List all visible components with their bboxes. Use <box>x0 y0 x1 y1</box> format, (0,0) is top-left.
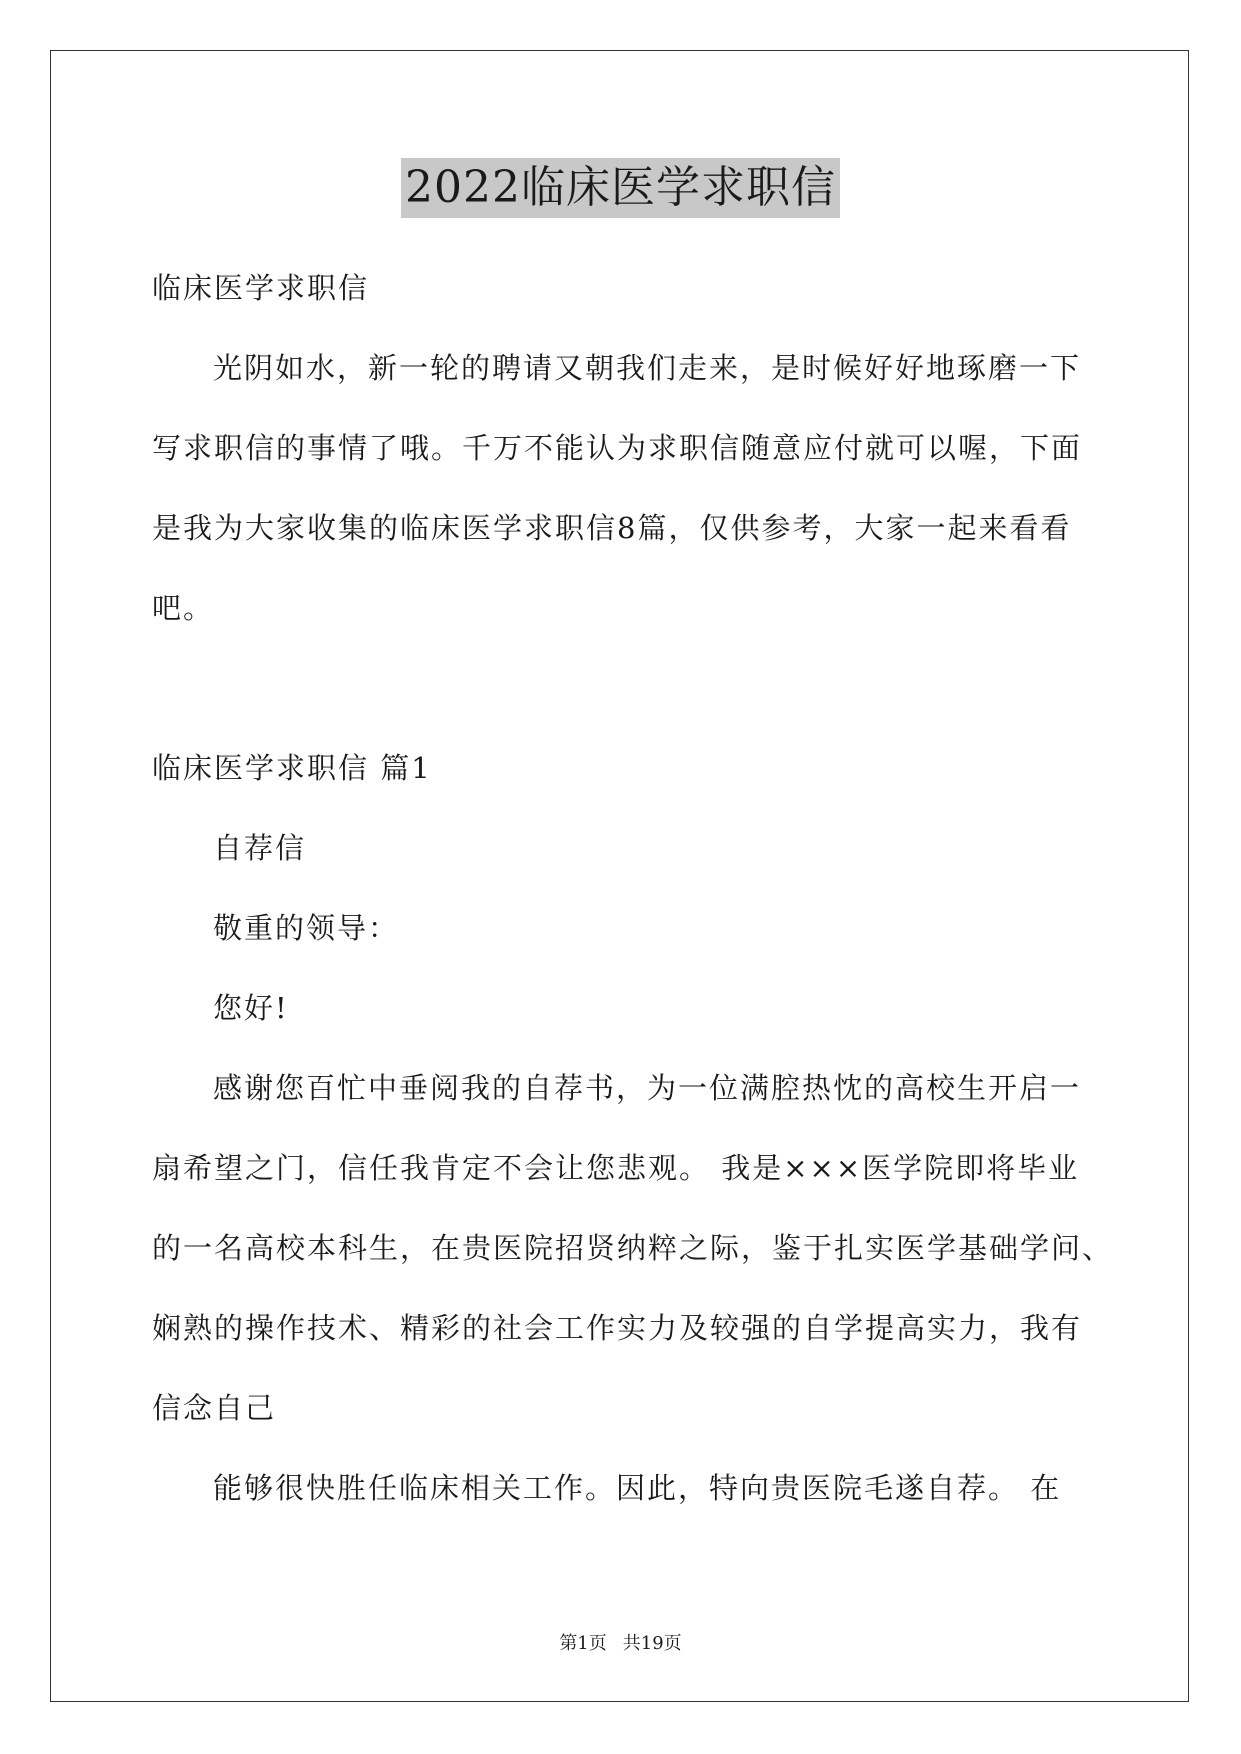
greeting: 您好! <box>213 991 289 1025</box>
title-container <box>0 158 1241 218</box>
body-line-1: 感谢您百忙中垂阅我的自荐书，为一位满腔热忱的高校生开启一 <box>213 1071 1082 1105</box>
document-subtitle: 临床医学求职信 <box>152 271 370 305</box>
section-heading: 临床医学求职信 篇1 <box>152 751 432 785</box>
body-line-3: 的一名高校本科生，在贵医院招贤纳粹之际，鉴于扎实医学基础学问、 <box>152 1231 1114 1265</box>
page-current: 第1页 <box>559 1633 607 1654</box>
page-footer <box>0 1632 1241 1656</box>
intro-line-2: 写求职信的事情了哦。千万不能认为求职信随意应付就可以喔，下面 <box>152 431 1083 465</box>
body-line-5: 信念自己 <box>152 1391 277 1425</box>
intro-line-1: 光阴如水，新一轮的聘请又朝我们走来，是时候好好地琢磨一下 <box>213 351 1082 385</box>
body-line-2: 扇希望之门，信任我肯定不会让您悲观。 我是×××医学院即将毕业 <box>152 1151 1080 1185</box>
letter-title: 自荐信 <box>213 831 307 865</box>
body-last-line: 能够很快胜任临床相关工作。因此，特向贵医院毛遂自荐。 在 <box>213 1471 1062 1505</box>
page-total: 共19页 <box>622 1633 682 1654</box>
intro-line-4: 吧。 <box>152 591 215 625</box>
document-title: 2022临床医学求职信 <box>401 158 840 218</box>
body-line-4: 娴熟的操作技术、精彩的社会工作实力及较强的自学提高实力，我有 <box>152 1311 1083 1345</box>
intro-line-3: 是我为大家收集的临床医学求职信8篇，仅供参考，大家一起来看看 <box>152 511 1072 545</box>
salutation: 敬重的领导： <box>213 911 400 945</box>
